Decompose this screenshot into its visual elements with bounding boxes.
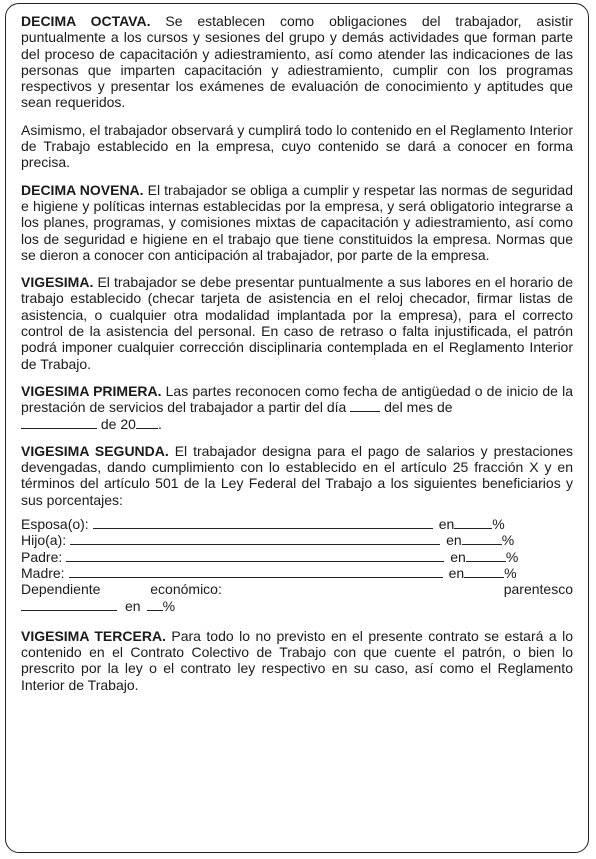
month-blank[interactable]	[21, 416, 97, 429]
padre-pct-blank[interactable]	[466, 549, 506, 562]
clause-19-text: El trabajador se obliga a cumplir y respetar las normas de seguridad e higiene y políticas internas establecidas por la empresa, y será obligatorio integrarse a los planes, programas, y comisiones mixtas de capacitación y adiestramiento, así como los de seguridad e higiene en el trabajo que tiene constituidos la empresa. Normas que se dieron a conocer con anticipación al trabajador, por parte de la empresa.	[21, 181, 573, 263]
year-label: de 20	[100, 415, 136, 432]
beneficiaries-list	[21, 516, 573, 614]
parentesco-blank[interactable]	[21, 598, 117, 611]
month-label: del mes de	[384, 399, 453, 416]
clause-18	[21, 13, 573, 111]
beneficiary-row-dependiente	[21, 581, 573, 597]
clause-23	[21, 628, 573, 693]
document-frame	[5, 3, 589, 853]
esposa-pct-blank[interactable]	[454, 516, 492, 529]
esposa-pct: %	[492, 516, 505, 533]
day-blank[interactable]	[350, 399, 380, 412]
clause-22-text: El trabajador designa para el pago de salarios y prestaciones devengadas, dando cumplimiento con lo establecido en el artículo 25 fracción X y en términos del artículo 501 de la Ley Federal del Trabajo a los siguientes beneficiarios y sus porcentajes:	[21, 442, 573, 508]
madre-pct: %	[504, 564, 517, 581]
economico-label: económico:	[150, 581, 222, 598]
hijo-label: Hijo(a):	[21, 532, 67, 549]
beneficiary-row-madre	[21, 565, 573, 581]
madre-pct-blank[interactable]	[464, 565, 504, 578]
beneficiary-row-hijo	[21, 532, 573, 548]
clause-20-text: El trabajador se debe presentar puntualmente a sus labores en el horario de trabajo establecido (checar tarjeta de asistencia en el reloj checador, firmar listas de asistencia, o cualquier otra modalidad implantada por la empresa), para el correcto control de la asistencia del personal. En caso de retraso o falta injustificada, el patrón podrá imponer cualquier corrección disciplinaria contemplada en el Reglamento Interior de Trabajo.	[21, 274, 573, 372]
clause-21-end: .	[157, 415, 162, 432]
clause-21-title: VIGESIMA PRIMERA.	[21, 382, 162, 399]
clause-23-title: VIGESIMA TERCERA.	[21, 627, 166, 644]
clause-18-continuation: Asimismo, el trabajador observará y cumplirá todo lo contenido en el Reglamento Interior de Trabajo establecido en la empresa, cuyo contenido se dará a conocer en forma precisa.	[21, 121, 573, 171]
hijo-pct: %	[501, 532, 515, 549]
beneficiary-row-padre	[21, 549, 573, 565]
clause-18-title: DECIMA OCTAVA.	[21, 13, 151, 29]
clause-23-text: Para todo lo no previsto en el presente contrato se estará a lo contenido en el Contrato Colectivo de Trabajo con que cuente el patrón, o bien lo prescrito por la ley o el contrato ley respectivo en su caso, así como el Reglamento Interior de Trabajo.	[21, 627, 573, 693]
madre-label: Madre:	[21, 564, 65, 581]
clause-20-title: VIGESIMA.	[21, 274, 94, 291]
madre-name-blank[interactable]	[69, 565, 443, 578]
esposa-name-blank[interactable]	[93, 516, 433, 529]
clause-18-text: Se establecen como obligaciones del trabajador, asistir puntualmente a los cursos y sesiones del grupo y demás actividades que forman parte del proceso de capacitación y adiestramiento, así como atender las indicaciones de las personas que imparten capacitación y adiestramiento, cumplir con los programas respectivos y presentar los exámenes de evaluación de conocimiento y aptitudes que sean requeridos.	[21, 13, 573, 111]
hijo-en: en	[446, 532, 462, 549]
padre-label: Padre:	[21, 548, 63, 565]
esposa-en: en	[438, 516, 455, 533]
year-blank[interactable]	[136, 416, 158, 429]
clause-21-text: Las partes reconocen como fecha de antigüedad o de inicio de la prestación de servicios del trabajador a partir del día	[21, 382, 573, 416]
padre-name-blank[interactable]	[66, 549, 444, 562]
clause-21	[21, 383, 573, 432]
clause-20	[21, 274, 573, 372]
dependiente-label: Dependiente	[21, 581, 101, 598]
hijo-pct-blank[interactable]	[462, 532, 502, 545]
madre-en: en	[448, 564, 465, 581]
dependiente-pct: %	[162, 597, 176, 614]
clause-22-title: VIGESIMA SEGUNDA.	[21, 442, 169, 459]
hijo-name-blank[interactable]	[70, 532, 440, 545]
dependiente-en: en	[125, 597, 141, 614]
beneficiary-row-dependiente-2	[21, 598, 573, 614]
dependiente-pct-blank[interactable]	[147, 598, 163, 611]
clause-22	[21, 443, 573, 508]
parentesco-label: parentesco	[503, 581, 573, 598]
clause-19	[21, 182, 573, 263]
clause-19-title: DECIMA NOVENA.	[21, 181, 144, 198]
padre-pct: %	[505, 548, 519, 565]
beneficiary-row-esposa	[21, 516, 573, 532]
padre-en: en	[450, 548, 466, 565]
esposa-label: Esposa(o):	[21, 516, 89, 533]
